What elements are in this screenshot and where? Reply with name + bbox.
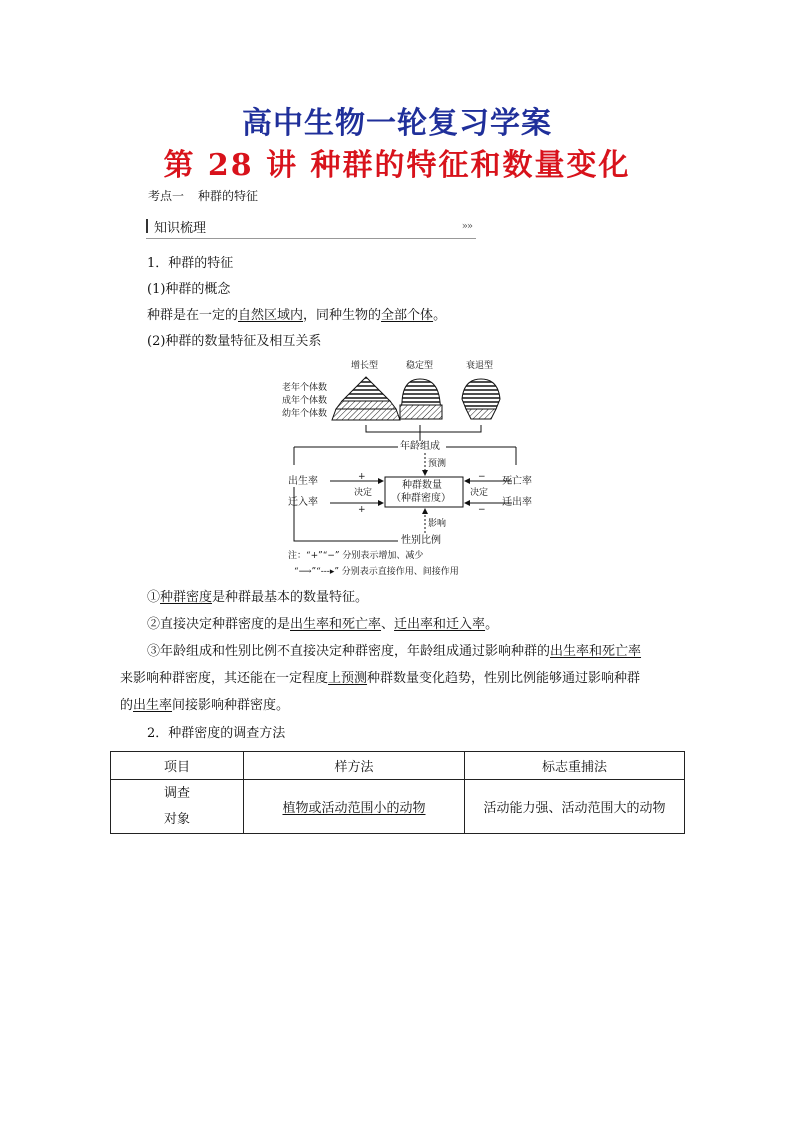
underlined-term: 出生率和死亡率 bbox=[290, 617, 382, 632]
label-birth-rate: 出生率 bbox=[288, 476, 318, 487]
heading-survey-methods: 2．种群密度的调查方法 bbox=[147, 726, 286, 741]
underlined-term: 出生率 bbox=[133, 698, 173, 713]
table-cell: 植物或活动范围小的动物 bbox=[244, 780, 465, 834]
section-label: 知识梳理 bbox=[154, 221, 207, 236]
point-3-line-3: 的出生率间接影响种群密度。 bbox=[120, 698, 290, 713]
document-title: 高中生物一轮复习学案 bbox=[242, 106, 552, 141]
label-decline: 衰退型 bbox=[466, 361, 494, 371]
label-population-size: 种群数量 bbox=[402, 480, 442, 491]
point-3-line-1: ③年龄组成和性别比例不直接决定种群密度，年龄组成通过影响种群的出生率和死亡率 bbox=[147, 644, 642, 659]
table-row bbox=[111, 780, 685, 834]
underlined-term: 迁出率和迁入率 bbox=[394, 617, 486, 632]
exam-point-name: 种群的特征 bbox=[198, 189, 259, 203]
underlined-term: 全部个体 bbox=[381, 308, 434, 323]
table-header-cell: 项目 bbox=[111, 752, 244, 780]
point-3-line-2: 来影响种群密度，其还能在一定程度上预测种群数量变化趋势，性别比例能够通过影响种群 bbox=[120, 671, 641, 686]
growth-pyramid bbox=[332, 377, 400, 420]
definition-paragraph: 种群是在一定的自然区域内，同种生物的全部个体。 bbox=[147, 308, 447, 323]
survey-methods-table bbox=[110, 751, 685, 834]
underlined-term: 上预测 bbox=[328, 671, 368, 686]
label-growth: 增长型 bbox=[351, 361, 379, 371]
minus-sign: − bbox=[478, 505, 486, 515]
label-decide-left: 决定 bbox=[354, 488, 373, 498]
point-1: ①种群密度是种群最基本的数量特征。 bbox=[147, 590, 369, 605]
decline-pyramid bbox=[462, 379, 500, 419]
label-adult: 成年个体数 bbox=[282, 396, 328, 406]
label-sex-ratio: 性别比例 bbox=[401, 535, 441, 546]
label-young: 幼年个体数 bbox=[282, 409, 328, 419]
subheading-concept: (1)种群的概念 bbox=[147, 282, 231, 297]
exam-point-label: 考点一 bbox=[148, 189, 185, 203]
label-population-density: （种群密度） bbox=[391, 493, 451, 504]
underlined-term: 出生率和死亡率 bbox=[550, 644, 642, 659]
plus-sign: + bbox=[358, 505, 366, 515]
stable-pyramid bbox=[400, 379, 442, 419]
section-marker bbox=[146, 219, 148, 233]
plus-sign: + bbox=[358, 472, 366, 482]
label-decide-right: 决定 bbox=[470, 488, 489, 498]
diagram-note-2: “⟶”“‐‐‐▸” 分别表示直接作用、间接作用 bbox=[294, 567, 459, 577]
diagram-note-1: 注：“+”“−” 分别表示增加、减少 bbox=[288, 551, 424, 561]
label-predict: 预测 bbox=[428, 459, 447, 469]
section-header-knowledge bbox=[146, 216, 476, 239]
label-death-rate: 死亡率 bbox=[502, 476, 532, 487]
chevron-right-icon: »» bbox=[461, 221, 472, 232]
heading-population-features: 1．种群的特征 bbox=[147, 256, 234, 271]
underlined-term: 自然区域内 bbox=[238, 308, 304, 323]
label-emigration-rate: 迁出率 bbox=[502, 497, 532, 508]
minus-sign: − bbox=[478, 472, 486, 482]
point-2: ②直接决定种群密度的是出生率和死亡率、迁出率和迁入率。 bbox=[147, 617, 499, 632]
label-old: 老年个体数 bbox=[282, 383, 328, 393]
lecture-title: 第 28 讲 种群的特征和数量变化 bbox=[163, 148, 631, 183]
label-immigration-rate: 迁入率 bbox=[288, 497, 318, 508]
population-feature-diagram bbox=[280, 357, 540, 582]
table-cell: 活动能力强、活动范围大的动物 bbox=[465, 780, 685, 834]
label-influence: 影响 bbox=[428, 519, 447, 529]
table-header-cell: 标志重捕法 bbox=[465, 752, 685, 780]
label-stable: 稳定型 bbox=[406, 361, 434, 371]
underlined-term: 种群密度 bbox=[160, 590, 213, 605]
table-row-label: 调查 对象 bbox=[111, 780, 244, 834]
exam-point-heading bbox=[148, 187, 258, 204]
table-header-cell: 样方法 bbox=[244, 752, 465, 780]
label-age-structure: 年龄组成 bbox=[400, 441, 440, 452]
table-header-row bbox=[111, 752, 685, 780]
subheading-quantity-features: (2)种群的数量特征及相互关系 bbox=[147, 334, 322, 349]
